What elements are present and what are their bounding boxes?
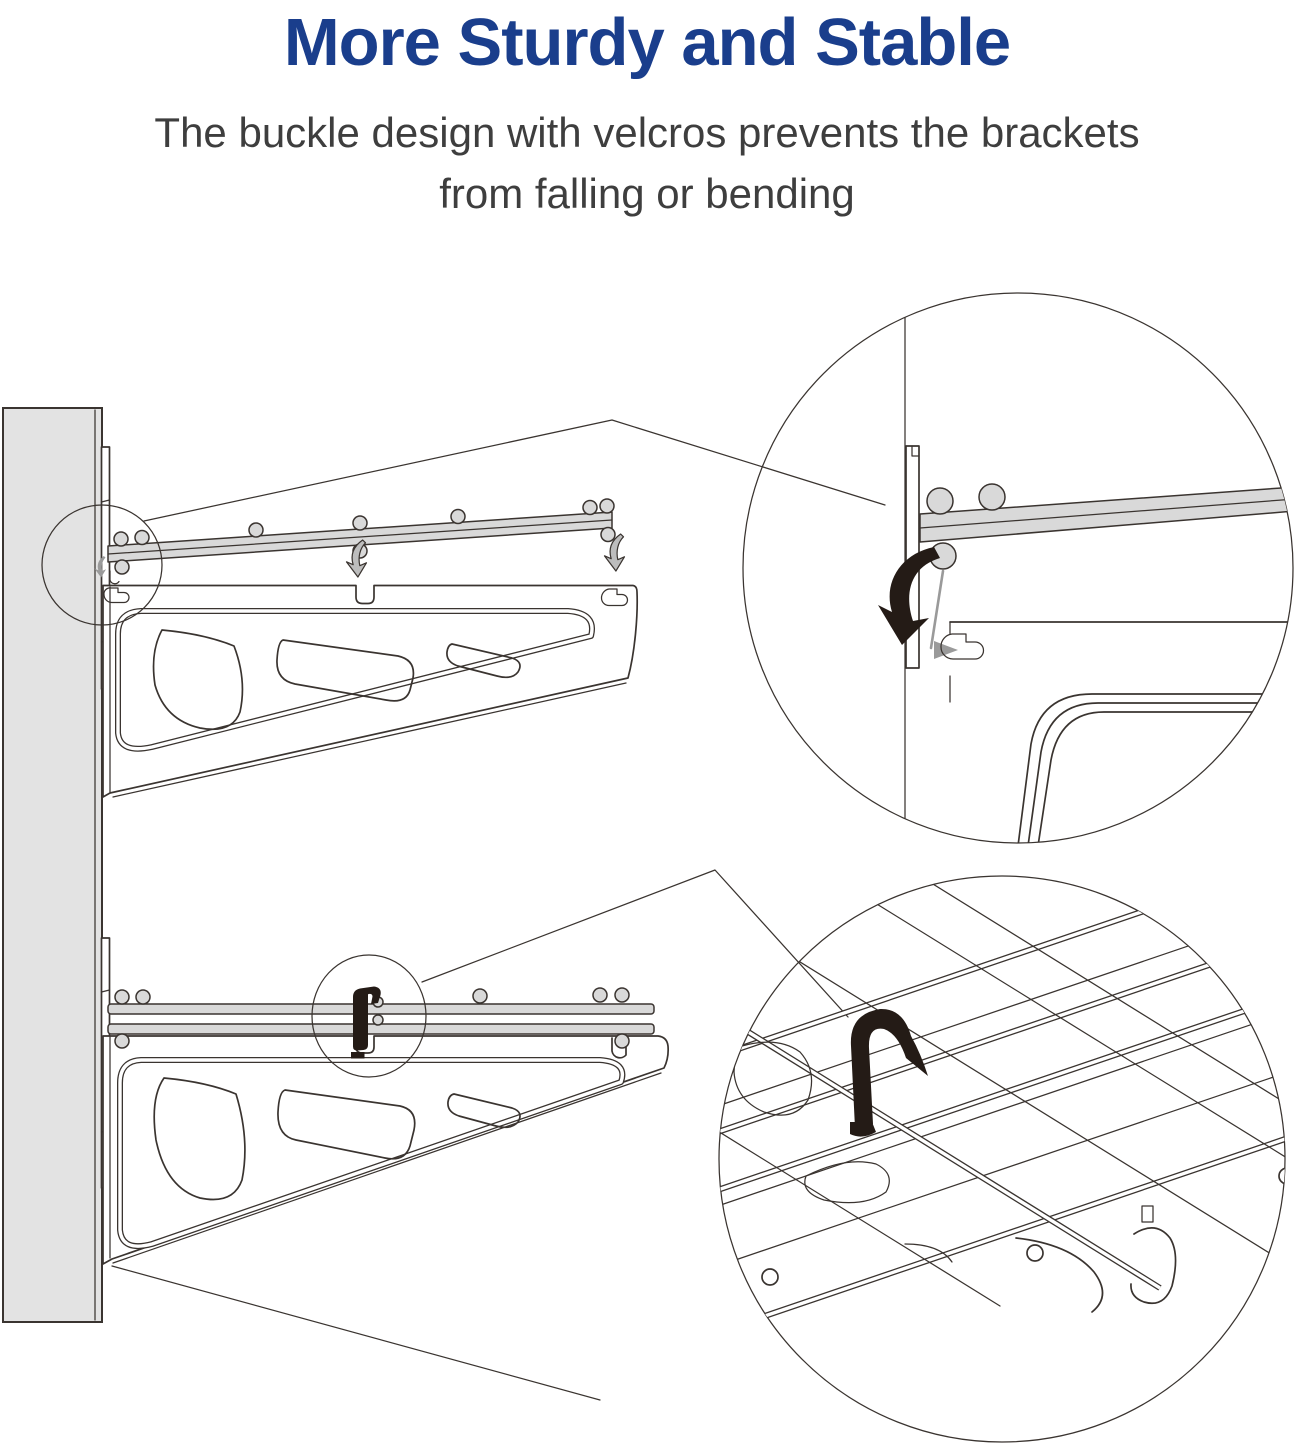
- detail-rail: [920, 484, 1294, 569]
- rail-j-hook: [1131, 1228, 1176, 1303]
- caption-block: [0, 0, 1294, 225]
- leader-line-top: [144, 420, 885, 521]
- detail-bracket-edge: [941, 622, 1294, 846]
- wall-post: [3, 408, 102, 1322]
- subtitle-line-2: from falling or bending: [439, 169, 855, 217]
- detail-circle-buckle: [743, 292, 1294, 846]
- upper-bracket: [103, 586, 637, 798]
- subtitle-line-1: The buckle design with velcros prevents the brackets: [154, 109, 1140, 156]
- wire-shelf-underside: [700, 858, 1294, 1338]
- subtitle: [0, 103, 1294, 225]
- insert-guide-line: [931, 571, 943, 648]
- lower-bracket: [103, 1036, 668, 1400]
- page-title: More Sturdy and Stable: [283, 5, 1011, 80]
- perspective-line: [112, 1266, 600, 1400]
- rotate-down-arrow-icon: [878, 547, 940, 645]
- detail-circle-velcro: [700, 858, 1294, 1442]
